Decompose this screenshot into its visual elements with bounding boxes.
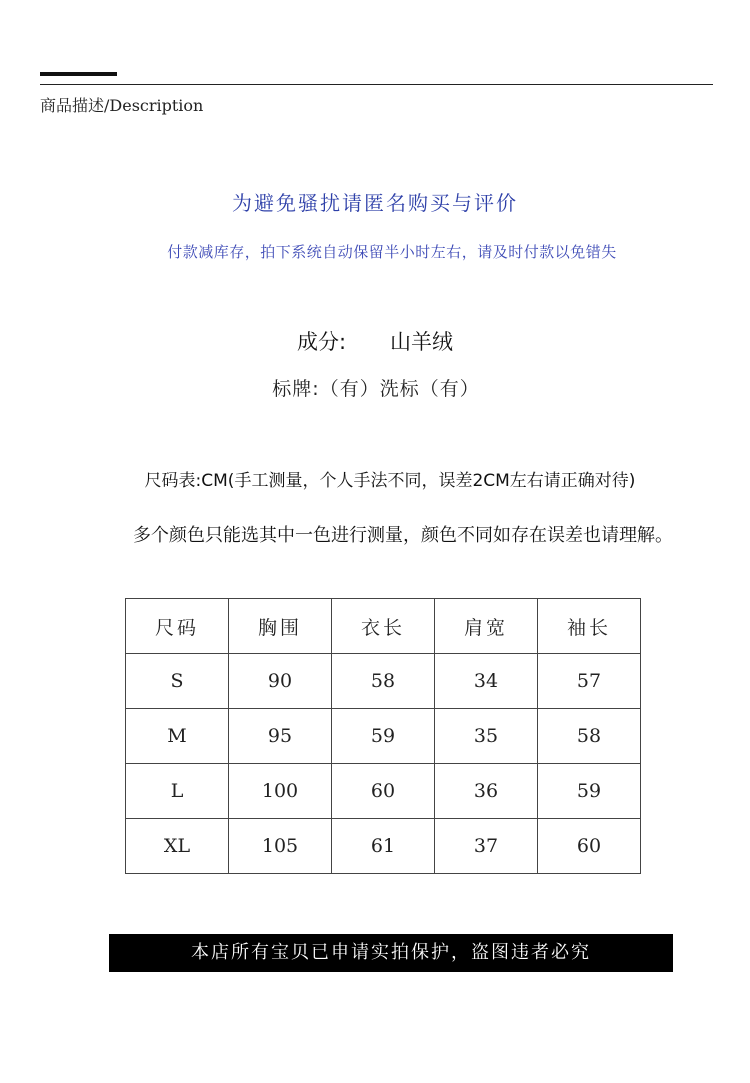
table-cell: 59: [538, 764, 641, 819]
payment-notice: 付款减库存，拍下系统自动保留半小时左右，请及时付款以免错失: [167, 243, 617, 261]
size-chart-note: 尺码表:CM(手工测量，个人手法不同，误差2CM左右请正确对待): [144, 471, 636, 491]
table-cell: 100: [229, 764, 332, 819]
copyright-banner: 本店所有宝贝已申请实拍保护，盗图违者必究: [109, 934, 673, 972]
table-cell: 58: [332, 654, 435, 709]
composition-value: 山羊绒: [390, 330, 454, 354]
label-info: 标牌:（有）洗标（有）: [272, 378, 480, 400]
table-cell: 60: [538, 819, 641, 874]
table-cell: 36: [435, 764, 538, 819]
table-header-row: [126, 599, 641, 654]
composition-line: [0, 326, 750, 356]
table-row: [126, 764, 641, 819]
table-cell: 61: [332, 819, 435, 874]
table-cell: 37: [435, 819, 538, 874]
table-cell: 57: [538, 654, 641, 709]
header-cell: 衣长: [332, 599, 435, 654]
header-cell: 尺码: [126, 599, 229, 654]
table-cell: 90: [229, 654, 332, 709]
header-accent-bar: [40, 72, 117, 76]
table-cell: M: [126, 709, 229, 764]
table-row: [126, 654, 641, 709]
header-cell: 肩宽: [435, 599, 538, 654]
table-cell: 35: [435, 709, 538, 764]
table-cell: L: [126, 764, 229, 819]
table-row: [126, 709, 641, 764]
header-cell: 袖长: [538, 599, 641, 654]
table-cell: XL: [126, 819, 229, 874]
table-cell: 34: [435, 654, 538, 709]
color-measurement-note: 多个颜色只能选其中一色进行测量，颜色不同如存在误差也请理解。: [133, 525, 673, 546]
header-cell: 胸围: [229, 599, 332, 654]
table-cell: 60: [332, 764, 435, 819]
table-cell: 58: [538, 709, 641, 764]
table-cell: 95: [229, 709, 332, 764]
composition-label: 成分:: [296, 330, 347, 354]
description-heading: 商品描述/Description: [40, 96, 204, 115]
header-divider: [40, 84, 713, 85]
size-table: [125, 598, 641, 874]
table-cell: 59: [332, 709, 435, 764]
table-cell: 105: [229, 819, 332, 874]
table-row: [126, 819, 641, 874]
anonymous-purchase-notice: 为避免骚扰请匿名购买与评价: [232, 191, 518, 215]
table-cell: S: [126, 654, 229, 709]
